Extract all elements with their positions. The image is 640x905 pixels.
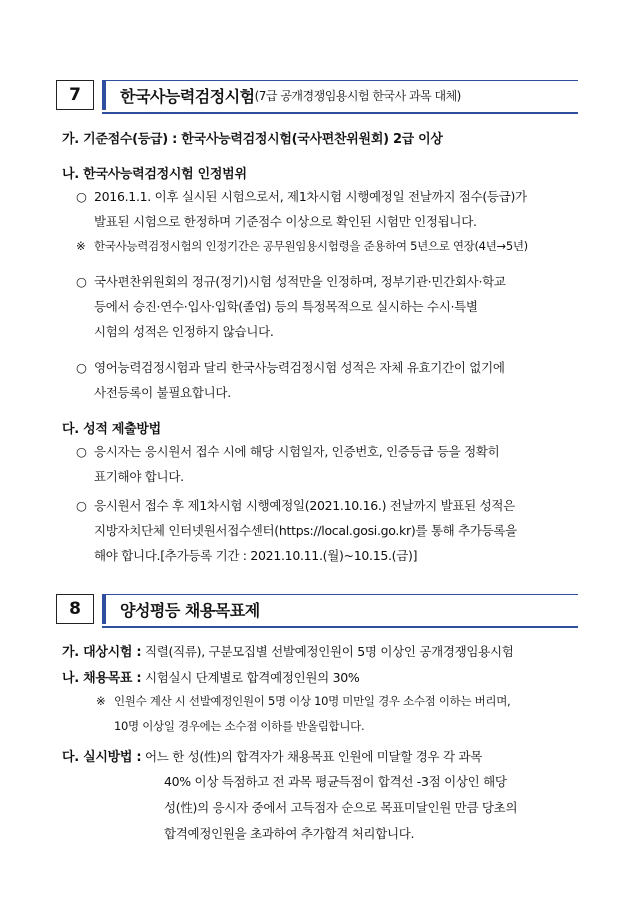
- s7-note1-text: 한국사능력검정시험의 인정기간은 공무원임용시험령을 준용하여 5년으로 연장(4년→5년): [94, 239, 528, 253]
- s7-bullet1-line1: [76, 187, 527, 205]
- s7-note1: [76, 238, 528, 254]
- circle-bullet-icon: ○: [76, 274, 87, 289]
- circle-bullet-icon: ○: [76, 444, 87, 459]
- s8-da-label: 다. 실시방법 :: [62, 750, 142, 765]
- s7-bullet3-line1: [76, 358, 505, 376]
- section-7-title-box: [102, 80, 578, 110]
- s7-bullet2-text1: 국사편찬위원회의 정규(정기)시험 성적만을 인정하며, 정부기관·민간회사·학교: [94, 274, 506, 289]
- s7-na-heading: 나. 한국사능력검정시험 인정범위: [62, 167, 247, 182]
- s7-bullet2-line2: 등에서 승진·연수·입사·입학(졸업) 등의 특정목적으로 실시하는 수시·특별: [94, 299, 478, 314]
- section-7-title: 한국사능력검정시험: [120, 87, 255, 106]
- s8-ga-line: [62, 641, 514, 660]
- s8-note-line2: 10명 이상일 경우에는 소수점 이하를 반올림합니다.: [114, 719, 365, 733]
- s7-bullet3-text1: 영어능력검정시험과 달리 한국사능력검정시험 성적은 자체 유효기간이 없기에: [94, 360, 505, 375]
- s7-bullet4-line2: 표기해야 합니다.: [94, 469, 184, 484]
- section-8-title: 양성평등 채용목표제: [120, 601, 260, 620]
- s7-bullet5-text1: 응시원서 접수 후 제1차시험 시행예정일(2021.10.16.) 전날까지 발표된 성적은: [94, 498, 515, 513]
- s7-bullet4-line1: [76, 442, 499, 460]
- s8-na-line: [62, 667, 360, 686]
- reference-mark-icon: ※: [76, 239, 86, 253]
- circle-bullet-icon: ○: [76, 498, 87, 513]
- s7-ga-line: 가. 기준점수(등급) : 한국사능력검정시험(국사편찬위원회) 2급 이상: [62, 132, 443, 147]
- s7-bullet2-line3: 시험의 성적은 인정하지 않습니다.: [94, 324, 274, 339]
- s8-da-text1: 어느 한 성(性)의 합격자가 채용목표 인원에 미달할 경우 각 과목: [144, 749, 482, 764]
- s8-da-line4: 합격예정인원을 초과하여 추가합격 처리합니다.: [164, 826, 415, 841]
- s8-ga-text: 직렬(직류), 구분모집별 선발예정인원이 5명 이상인 공개경쟁임용시험: [144, 644, 514, 659]
- section-8-title-box: [102, 594, 578, 624]
- s7-bullet1-line2: 발표된 시험으로 한정하며 기준점수 이상으로 확인된 시험만 인정됩니다.: [94, 214, 477, 229]
- s8-note-text1: 인원수 계산 시 선발예정인원이 5명 이상 10명 미만일 경우 소수점 이하는 버리며,: [114, 694, 511, 708]
- s8-na-text: 시험실시 단계별로 합격예정인원의 30%: [144, 670, 360, 685]
- section-8-number: 8: [56, 594, 94, 624]
- section-8-underline: [102, 626, 578, 628]
- s8-ga-label: 가. 대상시험 :: [62, 645, 142, 660]
- s7-bullet4-text1: 응시자는 응시원서 접수 시에 해당 시험일자, 인증번호, 인증등급 등을 정확히: [94, 444, 500, 459]
- s8-da-line2: 40% 이상 득점하고 전 과목 평균득점이 합격선 -3점 이상인 해당: [164, 774, 507, 789]
- circle-bullet-icon: ○: [76, 189, 87, 204]
- s7-bullet5-line1: [76, 496, 515, 514]
- s8-da-line3: 성(性)의 응시자 중에서 고득점자 순으로 목표미달인원 만큼 당초의: [164, 800, 518, 815]
- circle-bullet-icon: ○: [76, 360, 87, 375]
- s7-bullet5-line3: 해야 합니다.[추가등록 기간 : 2021.10.11.(월)~10.15.(금)]: [94, 548, 418, 563]
- s8-note-line1: [96, 693, 510, 709]
- s7-bullet5-line2: 지방자치단체 인터넷원서접수센터(https://local.gosi.go.kr)를 통해 추가등록을: [94, 523, 517, 538]
- section-7-underline: [102, 112, 578, 114]
- s7-bullet2-line1: [76, 272, 506, 290]
- s7-da-heading: 다. 성적 제출방법: [62, 422, 161, 437]
- reference-mark-icon: ※: [96, 694, 106, 708]
- section-7-title-note: (7급 공개경쟁임용시험 한국사 과목 대체): [254, 89, 461, 103]
- s8-da-line1: [62, 746, 482, 765]
- s7-bullet3-line2: 사전등록이 불필요합니다.: [94, 385, 231, 400]
- s7-bullet1-text1: 2016.1.1. 이후 실시된 시험으로서, 제1차시험 시행예정일 전날까지 점수(등급)가: [94, 189, 527, 204]
- s8-na-label: 나. 채용목표 :: [62, 671, 142, 686]
- section-7-number: 7: [56, 80, 94, 110]
